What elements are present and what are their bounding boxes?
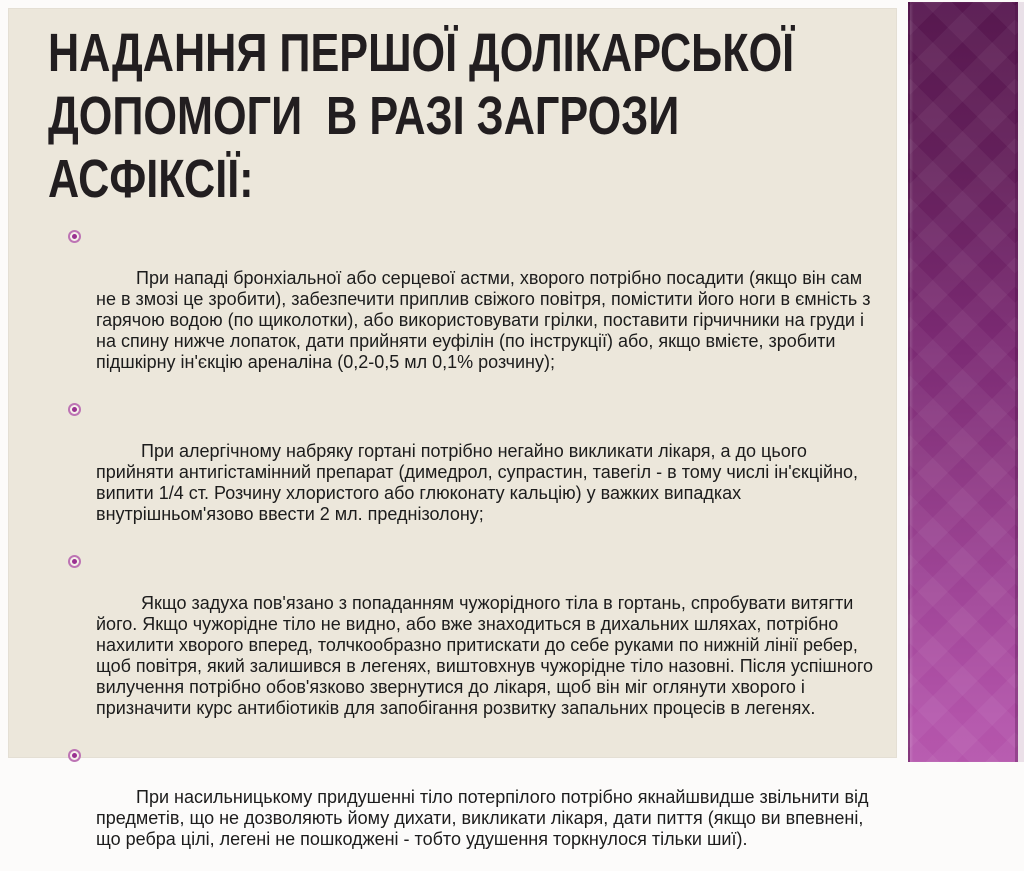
bullet-dot-icon (72, 234, 77, 239)
slide-title-text: НАДАННЯ ПЕРШОЇ ДОЛІКАРСЬКОЇ ДОПОМОГИ В РАЗІ ЗАГРОЗИ АСФІКСІЇ: (48, 23, 807, 210)
bullet-target-icon (68, 749, 81, 762)
list-item (48, 399, 883, 546)
sidebar-edge-highlight (1018, 2, 1024, 762)
bullet-list (48, 226, 883, 871)
slide-title (48, 22, 897, 212)
bullet-target-icon (68, 403, 81, 416)
bullet-text: При нападі бронхіальної або серцевої астми, хворого потрібно посадити (якщо він сам не в змозі це зробити), забезпечити приплив свіжого повітря, помістити його ноги в ємність з гарячою водою (по щиколотки), або використовувати грілки, поставити гірчичники на груди і на спину нижче лопаток, дати прийняти еуфілін (по інструкції) або, якщо вмієте, зробити підшкірну ін'єкцію ареналіна (0,2-0,5 мл 0,1% розчину); (96, 267, 876, 372)
decorative-sidebar (908, 2, 1018, 762)
bullet-target-icon (68, 555, 81, 568)
bullet-text: При алергічному набряку гортані потрібно негайно викликати лікаря, а до цього прийняти антигістамінний препарат (димедрол, супрастин, тавегіл - в тому числі ін'єкційно, випити 1/4 ст. Розчину хлористого або глюконату кальцію) у важких випадках внутрішньом'язово ввести 2 мл. преднізолону; (96, 440, 864, 524)
bullet-target-icon (68, 230, 81, 243)
bullet-dot-icon (72, 559, 77, 564)
slide-content-area (8, 8, 897, 849)
bullet-text: При насильницькому придушенні тіло потерпілого потрібно якнайшвидше звільнити від предметів, що не дозволяють йому дихати, викликати лікаря, дати пиття (якщо ви впевнені, що ребра цілі, легені не пошкоджені - тобто удушення торкнулося тільки шиї). (96, 786, 874, 849)
list-item (48, 226, 883, 394)
list-item (48, 745, 883, 871)
list-item (48, 551, 883, 740)
bullet-text: Якщо задуха пов'язано з попаданням чужорідного тіла в гортань, спробувати витягти його. Якщо чужорідне тіло не видно, або вже знаходиться в дихальних шляхах, потрібно нахилити хворого вперед, толчкообразно притискати до себе руками по нижній лінії ребер, щоб повітря, який залишився в легенях, виштовхнув чужорідне тіло назовні. Після успішного вилучення потрібно обов'язково звернутися до лікаря, щоб він міг оглянути хворого і призначити курс антибіотиків для запобігання розвитку запальних процесів в легенях. (96, 592, 879, 718)
bullet-dot-icon (72, 753, 77, 758)
bullet-dot-icon (72, 407, 77, 412)
